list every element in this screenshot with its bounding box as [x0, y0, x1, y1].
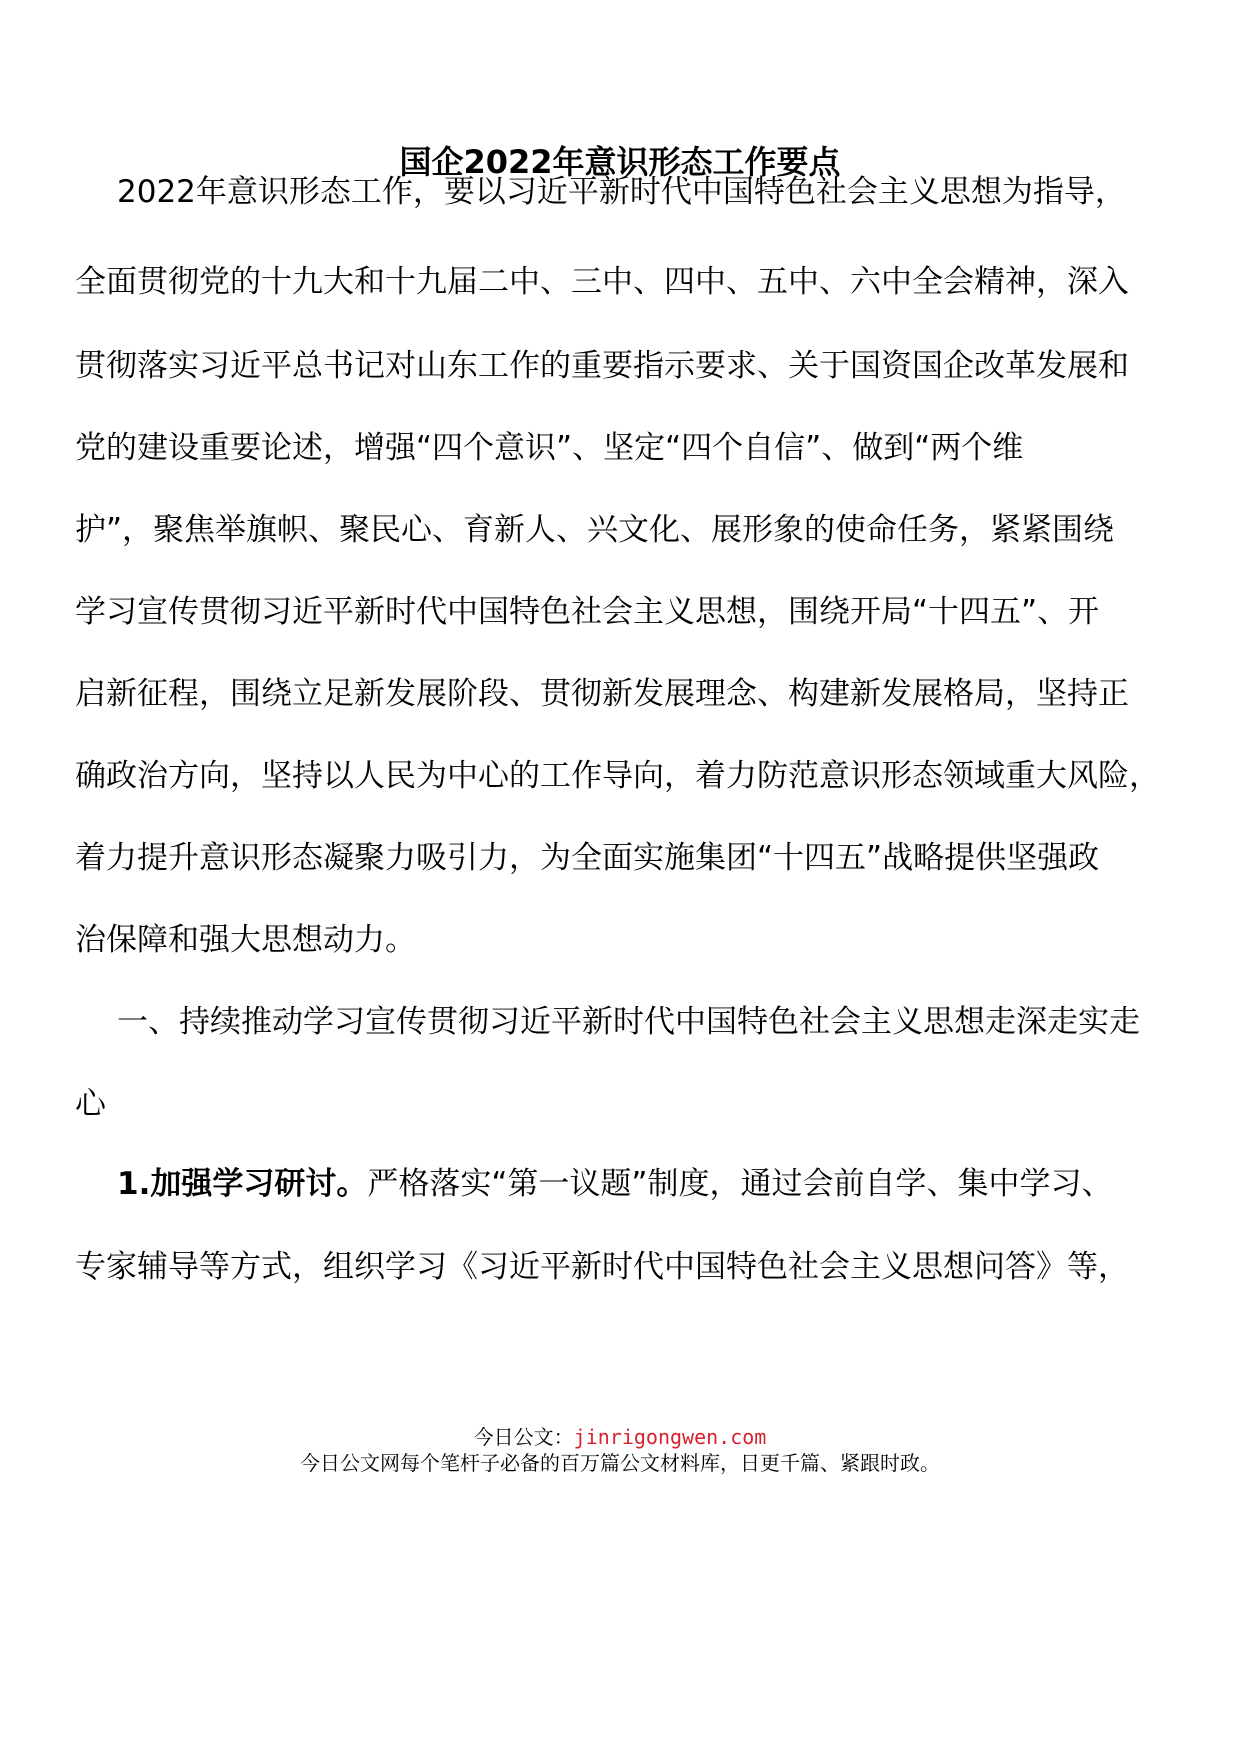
footer-url-link[interactable]: jinrigongwen.com: [573, 1425, 767, 1449]
paragraph-line: 全面贯彻党的十九大和十九届二中、三中、四中、五中、六中全会精神，深入: [75, 264, 1129, 300]
paragraph-line: 学习宣传贯彻习近平新时代中国特色社会主义思想，围绕开局“十四五”、开: [75, 594, 1100, 630]
paragraph-line: 治保障和强大思想动力。: [75, 922, 416, 958]
footer-slogan: 今日公文网每个笔杆子必备的百万篇公文材料库，日更千篇、紧跟时政。: [300, 1451, 940, 1475]
item-heading: 1.加强学习研讨。: [117, 1166, 368, 1202]
footer-source: [0, 1423, 1240, 1451]
paragraph-line: 护”，聚焦举旗帜、聚民心、育新人、兴文化、展形象的使命任务，紧紧围绕: [75, 512, 1115, 548]
paragraph-line: 贯彻落实习近平总书记对山东工作的重要指示要求、关于国资国企改革发展和: [75, 348, 1129, 384]
section-heading-line: 心: [75, 1086, 106, 1122]
document-title: 国企2022年意识形态工作要点: [399, 143, 841, 181]
paragraph-line: 2022年意识形态工作，要以习近平新时代中国特色社会主义思想为指导，: [117, 174, 1126, 210]
item-line: [117, 1160, 1112, 1208]
paragraph-line: 党的建设重要论述，增强“四个意识”、坚定“四个自信”、做到“两个维: [75, 430, 1024, 466]
section-heading-line: 一、持续推动学习宣传贯彻习近平新时代中国特色社会主义思想走深走实走: [117, 1004, 1140, 1040]
footer-label: 今日公文：: [473, 1425, 574, 1449]
paragraph-line: 确政治方向，坚持以人民为中心的工作导向，着力防范意识形态领域重大风险，: [75, 758, 1160, 794]
item-line: 专家辅导等方式，组织学习《习近平新时代中国特色社会主义思想问答》等，: [75, 1249, 1129, 1285]
item-text: 严格落实“第一议题”制度，通过会前自学、集中学习、: [367, 1166, 1113, 1202]
paragraph-line: 着力提升意识形态凝聚力吸引力，为全面实施集团“十四五”战略提供坚强政: [75, 840, 1100, 876]
paragraph-line: 启新征程，围绕立足新发展阶段、贯彻新发展理念、构建新发展格局，坚持正: [75, 676, 1129, 712]
